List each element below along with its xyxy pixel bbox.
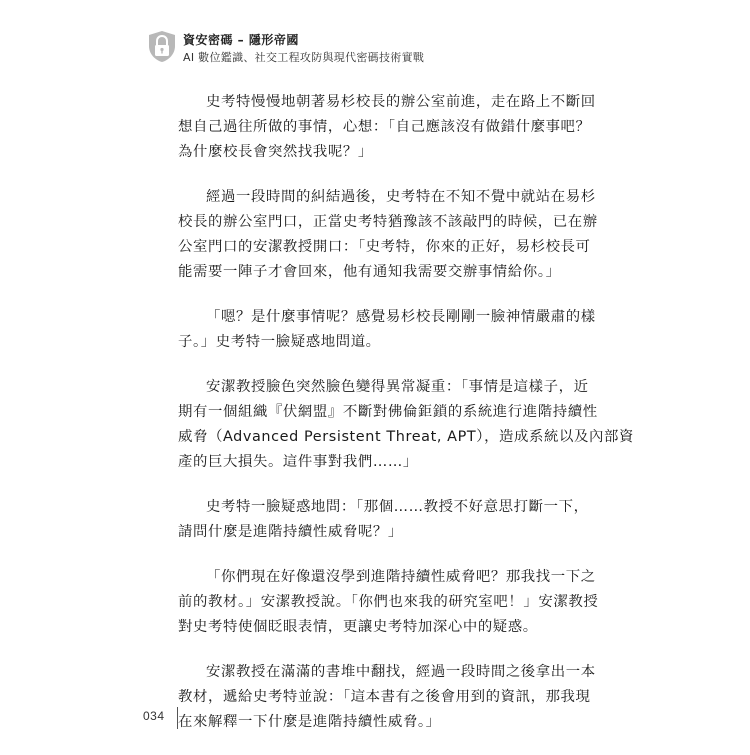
text-line: 期有一個組織『伏網盟』不斷對佛倫鉅鎖的系統進行進階持續性: [178, 404, 598, 420]
text-line: 教材，遞給史考特並說：「這本書有之後會用到的資訊，那我現: [178, 689, 591, 705]
text-line: 經過一段時間的糾結過後，史考特在不知不覺中就站在易杉: [206, 189, 596, 205]
paragraph: [178, 565, 599, 640]
text-line: 公室門口的安潔教授開口：「史考特，你來的正好，易杉校長可: [178, 239, 591, 255]
text-line: 產的巨大損失。這件事對我們……」: [178, 454, 418, 470]
text-line: 「嗯？是什麼事情呢？感覺易杉校長剛剛一臉神情嚴肅的樣: [206, 309, 596, 325]
text-line: 史考特慢慢地朝著易杉校長的辦公室前進，走在路上不斷回: [206, 94, 596, 110]
text-line: 前的教材。」安潔教授說。「你們也來我的研究室吧！」安潔教授: [178, 594, 599, 610]
paragraph: [178, 375, 634, 475]
text-line: 為什麼校長會突然找我呢？」: [178, 144, 373, 160]
text-line: 校長的辦公室門口，正當史考特猶豫該不該敲門的時候，已在辦: [178, 214, 598, 230]
body-text: [178, 90, 634, 755]
text-line: 安潔教授在滿滿的書堆中翻找，經過一段時間之後拿出一本: [206, 664, 596, 680]
text-line: 想自己過往所做的事情，心想：「自己應該沒有做錯什麼事吧？: [178, 119, 591, 135]
text-line: 威脅（Advanced Persistent Threat, APT），造成系統以及內部資: [178, 429, 634, 445]
paragraph: [178, 90, 596, 165]
page-number: 034: [143, 709, 165, 723]
paragraph: [178, 495, 589, 545]
text-line: 能需要一陣子才會回來，他有通知我需要交辦事情給你。」: [178, 264, 561, 280]
paragraph: [178, 660, 596, 735]
text-line: 對史考特使個眨眼表情，更讓史考特加深心中的疑惑。: [178, 619, 538, 635]
text-line: 在來解釋一下什麼是進階持續性威脅。」: [178, 714, 441, 730]
text-line: 子。」史考特一臉疑惑地問道。: [178, 334, 381, 350]
lock-icon: [147, 30, 177, 63]
text-line: 史考特一臉疑惑地問：「那個……教授不好意思打斷一下，: [206, 499, 589, 515]
paragraph: [178, 185, 598, 285]
text-line: 「你們現在好像還沒學到進階持續性威脅吧？那我找一下之: [206, 569, 596, 585]
paragraph: [178, 305, 596, 355]
book-subtitle: AI 數位鑑識、社交工程攻防與現代密碼技術實戰: [183, 51, 425, 64]
book-title: 資安密碼 – 隱形帝國: [183, 33, 299, 47]
text-line: 請問什麼是進階持續性威脅呢？」: [178, 524, 403, 540]
text-line: 安潔教授臉色突然臉色變得異常凝重：「事情是這樣子，近: [206, 379, 589, 395]
running-header: [147, 28, 567, 68]
